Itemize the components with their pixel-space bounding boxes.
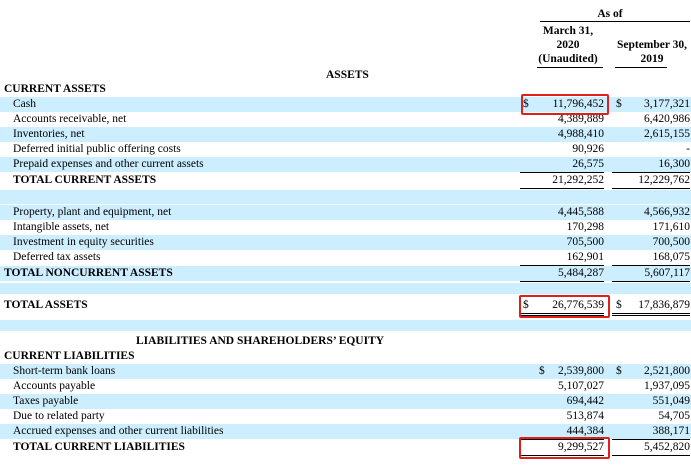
value-2020: 444,384 (520, 424, 604, 440)
spacer-row (0, 283, 691, 294)
row-label: Prepaid expenses and other current assets (13, 158, 204, 170)
row-label: Investment in equity securities (13, 236, 154, 248)
currency-symbol: $ (523, 98, 529, 110)
currency-symbol: $ (616, 98, 622, 110)
table-row (0, 409, 691, 424)
col1-header-line1: March 31, (542, 25, 594, 37)
total-label: TOTAL CURRENT ASSETS (13, 174, 157, 186)
row-label: Accounts payable (13, 380, 96, 392)
current-liabilities-heading: CURRENT LIABILITIES (4, 350, 135, 362)
total-value-2020: 9,299,527 (520, 440, 604, 456)
total-row (0, 173, 691, 188)
value-2020: 694,442 (566, 395, 604, 407)
currency-symbol: $ (539, 365, 545, 377)
col2-header-underline (615, 67, 667, 68)
table-row (0, 142, 691, 157)
row-label: Deferred tax assets (13, 251, 101, 263)
value-2020: 26,575 (520, 157, 604, 173)
total-value-2019: 5,452,820 (612, 440, 690, 456)
value-2020: 170,298 (566, 221, 604, 233)
value-2019: 4,566,932 (644, 206, 690, 218)
table-row (0, 205, 691, 220)
as-of-header: As of (597, 8, 623, 20)
row-label: Accrued expenses and other current liabilities (13, 425, 224, 437)
table-row (0, 220, 691, 235)
value-2020: 162,901 (520, 250, 604, 266)
currency-symbol: $ (616, 365, 622, 377)
total-row (0, 266, 691, 281)
table-row (0, 379, 691, 394)
col1-header-underline (537, 67, 603, 68)
highlight-box-cash (521, 94, 609, 115)
value-2019: 1,937,095 (644, 380, 690, 392)
row-label: Intangible assets, net (13, 221, 110, 233)
row-label: Inventories, net (13, 128, 85, 140)
value-2020: 2,539,800 (558, 365, 604, 377)
total-value-2019: 5,607,117 (612, 266, 690, 282)
total-label: TOTAL CURRENT LIABILITIES (13, 441, 185, 453)
table-row (0, 127, 691, 142)
total-value-2020: 21,292,252 (520, 173, 604, 189)
value-2020: 4,988,410 (558, 128, 604, 140)
highlight-box-total-assets (519, 295, 610, 318)
value-2019: 700,500 (652, 236, 690, 248)
total-assets-2019: 17,836,879 (612, 298, 690, 316)
value-2020: 5,107,027 (558, 380, 604, 392)
table-row (0, 394, 691, 409)
table-row (0, 364, 691, 379)
table-row (0, 157, 691, 172)
value-2020: 90,926 (572, 143, 604, 155)
col1-header-line2: 2020 (556, 39, 580, 51)
row-label: Due to related party (13, 410, 105, 422)
col1-header-line3: (Unaudited) (538, 53, 598, 65)
assets-heading: ASSETS (326, 69, 369, 81)
total-assets-2020: 26,776,539 (520, 298, 604, 316)
table-row (0, 235, 691, 250)
current-assets-heading: CURRENT ASSETS (4, 83, 106, 95)
value-2019: 2,521,800 (644, 365, 690, 377)
value-2019: 16,300 (612, 157, 690, 173)
total-value-2019: 12,229,762 (612, 173, 690, 189)
row-label: Accounts receivable, net (13, 113, 127, 125)
value-2020: 11,796,452 (552, 98, 604, 110)
value-2020: 4,389,889 (558, 113, 604, 125)
value-2020: 4,445,588 (558, 206, 604, 218)
spacer-row (0, 320, 691, 331)
value-2020: 705,500 (566, 236, 604, 248)
liabilities-heading: LIABILITIES AND SHAREHOLDERS’ EQUITY (136, 335, 385, 347)
col2-header-line2: 2019 (640, 53, 664, 65)
table-row (0, 250, 691, 265)
value-2019: 168,075 (612, 250, 690, 266)
total-value-2020: 5,484,287 (520, 266, 604, 282)
value-2019: 2,615,155 (644, 128, 690, 140)
row-label: Taxes payable (13, 395, 79, 407)
value-2019: 551,049 (652, 395, 690, 407)
header-rule (540, 21, 690, 22)
value-2019: - (686, 143, 690, 155)
row-label: Deferred initial public offering costs (13, 143, 181, 155)
currency-symbol: $ (523, 299, 529, 311)
value-2019: 54,705 (658, 410, 690, 422)
value-2019: 171,610 (652, 221, 690, 233)
row-label: Short-term bank loans (13, 365, 116, 377)
row-label: Property, plant and equipment, net (13, 206, 172, 218)
value-2020: 513,874 (566, 410, 604, 422)
col2-header-line1: September 30, (616, 39, 688, 51)
value-2019: 6,420,986 (644, 113, 690, 125)
spacer-row (0, 190, 691, 204)
value-2019: 3,177,321 (644, 98, 690, 110)
total-label: TOTAL NONCURRENT ASSETS (4, 267, 173, 279)
row-label: Cash (13, 98, 36, 110)
value-2019: 388,171 (612, 424, 690, 440)
currency-symbol: $ (616, 299, 622, 311)
total-assets-label: TOTAL ASSETS (4, 299, 88, 311)
highlight-box-total-current-liabilities (519, 437, 610, 459)
